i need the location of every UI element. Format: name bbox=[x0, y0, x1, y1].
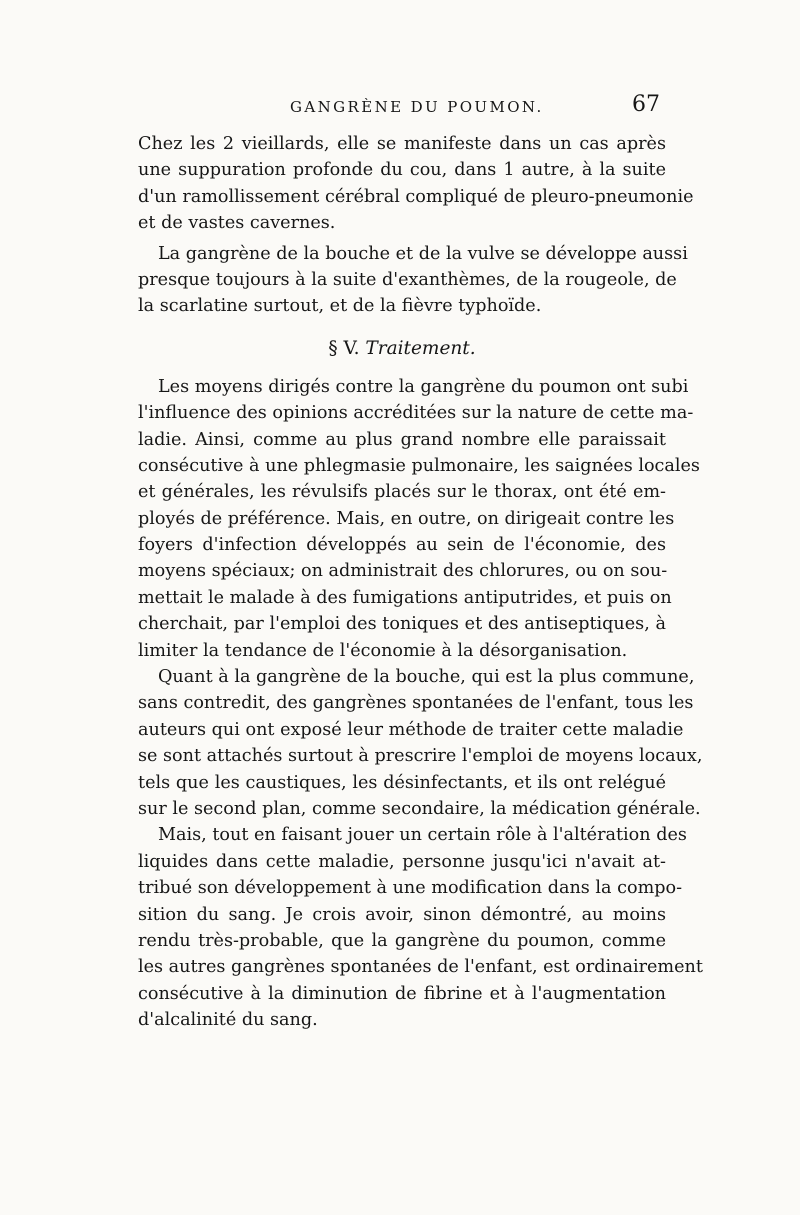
text-line: consécutive à une phlegmasie pulmonaire, les saignées locales bbox=[138, 455, 700, 476]
paragraph-4 bbox=[138, 664, 703, 822]
text-line: une suppuration profonde du cou, dans 1 autre, à la suite bbox=[138, 160, 666, 181]
text-line: foyers d'infection développés au sein de l'économie, des bbox=[138, 535, 666, 556]
text-line: La gangrène de la bouche et de la vulve se développe aussi bbox=[158, 243, 688, 264]
text-line: sition du sang. Je crois avoir, sinon démontré, au moins bbox=[138, 904, 666, 925]
section-number: § V. bbox=[328, 337, 360, 359]
text-line: l'influence des opinions accréditées sur la nature de cette ma- bbox=[138, 403, 694, 424]
text-line: Les moyens dirigés contre la gangrène du poumon ont subi bbox=[158, 376, 689, 397]
body-text bbox=[138, 131, 703, 1034]
text-line: tribué son développement à une modification dans la compo- bbox=[138, 878, 683, 899]
section-heading bbox=[138, 334, 666, 364]
text-line: sur le second plan, comme secondaire, la médication générale. bbox=[138, 798, 701, 819]
text-line: mettait le malade à des fumigations antiputrides, et puis on bbox=[138, 587, 672, 608]
text-line: rendu très-probable, que la gangrène du poumon, comme bbox=[138, 930, 666, 951]
text-line: cherchait, par l'emploi des toniques et des antiseptiques, à bbox=[138, 614, 666, 635]
page-number: 67 bbox=[632, 92, 660, 117]
text-line: presque toujours à la suite d'exanthèmes, de la rougeole, de bbox=[138, 269, 677, 290]
paragraph-1 bbox=[138, 131, 694, 237]
text-line: tels que les caustiques, les désinfectants, et ils ont relégué bbox=[138, 772, 666, 793]
paragraph-5 bbox=[138, 822, 703, 1033]
running-head bbox=[140, 92, 660, 122]
paragraph-2 bbox=[138, 241, 688, 320]
section-title: Traitement. bbox=[365, 337, 476, 359]
text-line: limiter la tendance de l'économie à la désorganisation. bbox=[138, 640, 628, 661]
text-line: auteurs qui ont exposé leur méthode de traiter cette maladie bbox=[138, 719, 684, 740]
text-line: se sont attachés surtout à prescrire l'emploi de moyens locaux, bbox=[138, 746, 703, 767]
text-line: sans contredit, des gangrènes spontanées de l'enfant, tous les bbox=[138, 693, 694, 714]
text-line: les autres gangrènes spontanées de l'enfant, est ordinairement bbox=[138, 957, 703, 978]
text-line: ladie. Ainsi, comme au plus grand nombre elle paraissait bbox=[138, 429, 666, 450]
text-line: et générales, les révulsifs placés sur le thorax, ont été em- bbox=[138, 482, 666, 503]
text-line: Chez les 2 vieillards, elle se manifeste dans un cas après bbox=[138, 134, 666, 154]
text-line: et de vastes cavernes. bbox=[138, 213, 336, 234]
text-line: moyens spéciaux; on administrait des chlorures, ou on sou- bbox=[138, 561, 668, 582]
text-line: liquides dans cette maladie, personne jusqu'ici n'avait at- bbox=[138, 851, 666, 872]
text-line: ployés de préférence. Mais, en outre, on dirigeait contre les bbox=[138, 508, 675, 529]
text-line: d'alcalinité du sang. bbox=[138, 1010, 318, 1031]
text-line: la scarlatine surtout, et de la fièvre typhoïde. bbox=[138, 296, 542, 317]
text-line: Quant à la gangrène de la bouche, qui est la plus commune, bbox=[158, 667, 695, 688]
text-line: consécutive à la diminution de fibrine et à l'augmentation bbox=[138, 983, 666, 1004]
running-title: GANGRÈNE DU POUMON. bbox=[290, 98, 544, 116]
text-line: d'un ramollissement cérébral compliqué de pleuro-pneumonie bbox=[138, 186, 694, 207]
paragraph-3 bbox=[138, 374, 700, 664]
text-line: Mais, tout en faisant jouer un certain rôle à l'altération des bbox=[158, 825, 687, 846]
